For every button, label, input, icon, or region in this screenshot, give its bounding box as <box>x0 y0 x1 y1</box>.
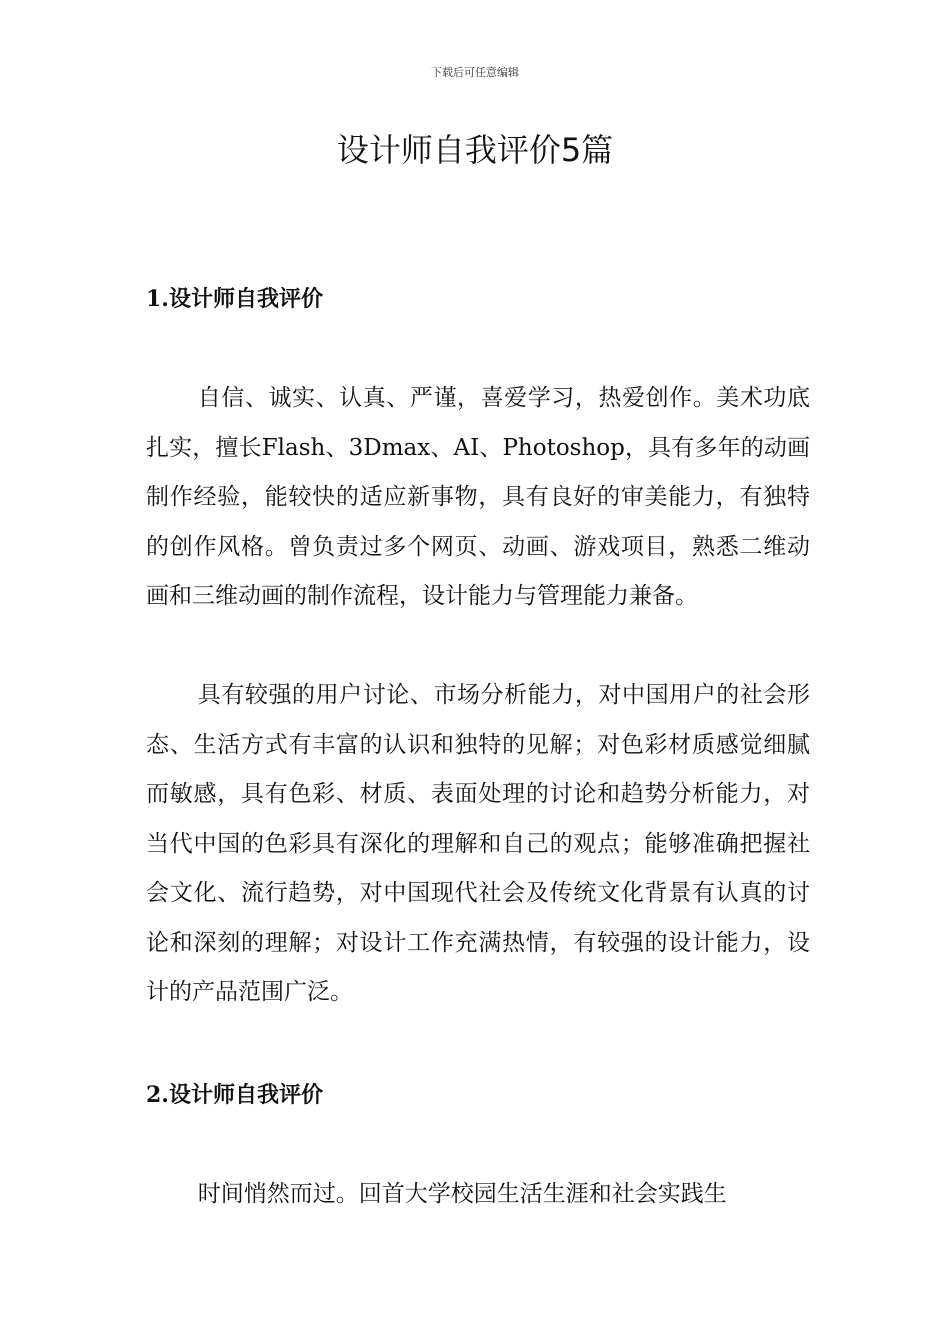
section-1-paragraph-1: 自信、诚实、认真、严谨，喜爱学习，热爱创作。美术功底扎实，擅长Flash、3Dmax、AI、Photoshop，具有多年的动画制作经验，能较快的适应新事物，具有良好的审美能力，有独特的创作风格。曾负责过多个网页、动画、游戏项目，熟悉二维动画和三维动画的制作流程，设计能力与管理能力兼备。 <box>146 385 810 609</box>
section-1-paragraph-2: 具有较强的用户讨论、市场分析能力，对中国用户的社会形态、生活方式有丰富的认识和独特的见解；对色彩材质感觉细腻而敏感，具有色彩、材质、表面处理的讨论和趋势分析能力，对当代中国的色彩具有深化的理解和自己的观点；能够准确把握社会文化、流行趋势，对中国现代社会及传统文化背景有认真的讨论和深刻的理解；对设计工作充满热情，有较强的设计能力，设计的产品范围广泛。 <box>146 682 810 1005</box>
page-header-note: 下载后可任意编辑 <box>431 66 519 79</box>
document-title: 设计师自我评价5篇 <box>336 131 614 169</box>
section-heading-2: 2.设计师自我评价 <box>146 1082 323 1108</box>
section-2-paragraph-1: 时间悄然而过。回首大学校园生活生涯和社会实践生 <box>197 1181 727 1207</box>
section-heading-1: 1.设计师自我评价 <box>146 286 323 312</box>
